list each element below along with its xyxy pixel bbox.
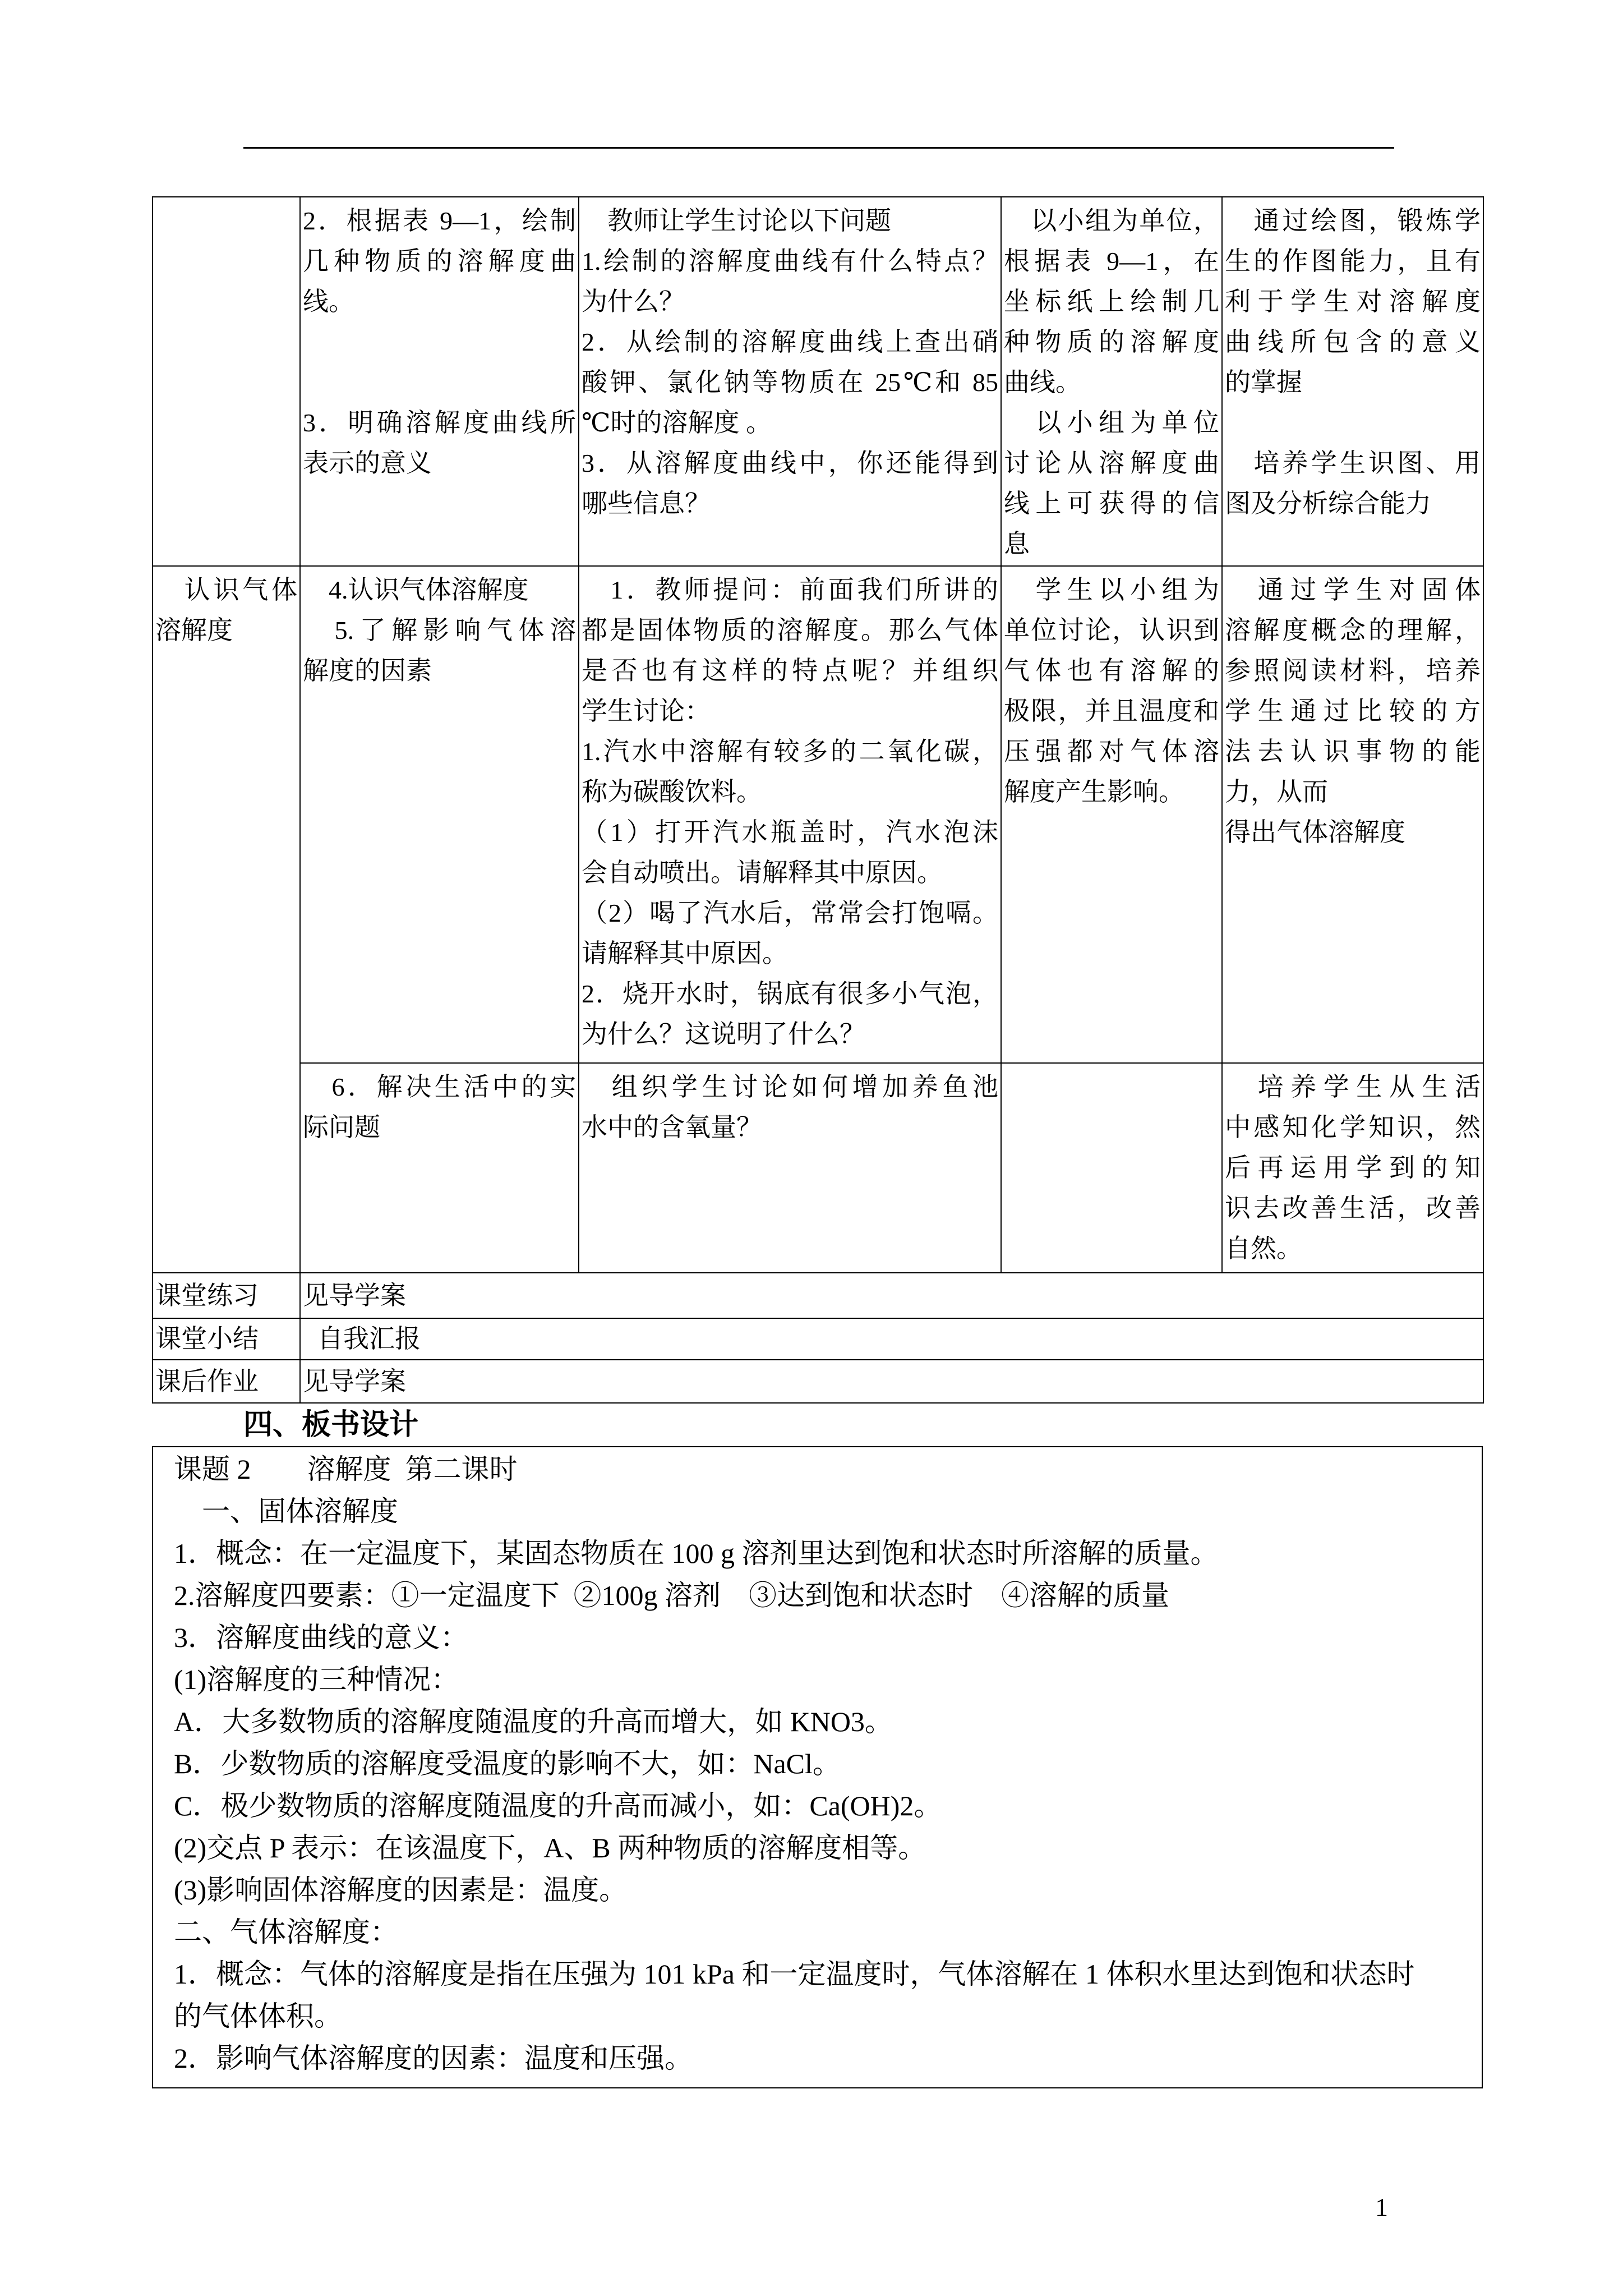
cell-text-line: 几种物质的溶解度曲 [303, 247, 576, 275]
student-activity-cell-1 [1001, 197, 1222, 566]
cell-text-line: 坐标纸上绘制几 [1004, 287, 1219, 316]
student-activity-cell-2 [1001, 566, 1222, 1063]
cell-text-line: 2．根据表 9—1，绘制 [303, 206, 576, 235]
cell-text-line: 溶解度 [155, 616, 233, 645]
cell-text-line: 际问题 [303, 1113, 380, 1142]
cell-text-line: 2．烧开水时，锅底有很多小气泡， [582, 979, 998, 1008]
homework-label: 课后作业 [153, 1360, 300, 1403]
cell-text-line: 是否也有这样的特点呢？并组织 [582, 656, 998, 685]
cell-text-line: 后再运用学到的知 [1225, 1153, 1481, 1182]
cell-paragraph [303, 201, 576, 322]
cell-text-line: 以小组为单位， [1004, 206, 1219, 235]
cell-text-line: 都是固体物质的溶解度。那么气体 [582, 616, 998, 645]
cell-text-line: 生的作图能力，且有 [1225, 247, 1481, 275]
cell-text-line: 线上可获得的信 [1004, 489, 1219, 518]
cell-text-line: 培养学生从生活 [1225, 1073, 1481, 1101]
design-intent-cell-1 [1222, 197, 1483, 566]
table-row [153, 566, 1483, 1063]
table-row [153, 1063, 1483, 1273]
cell-paragraph [303, 1067, 576, 1148]
cell-paragraph [582, 443, 998, 524]
cell-text-line: 1.绘制的溶解度曲线有什么特点？ [582, 247, 998, 275]
cell-text-line: 识去改善生活，改善 [1225, 1194, 1481, 1222]
cell-text-line: 2．从绘制的溶解度曲线上查出硝 [582, 328, 998, 356]
cell-text-line: 溶解度概念的理解， [1225, 616, 1481, 645]
cell-paragraph [1225, 443, 1481, 524]
cell-text-line: 为什么？ [582, 287, 685, 316]
practice-label: 课堂练习 [153, 1273, 300, 1318]
cell-text-line: 以小组为单位 [1004, 408, 1219, 437]
board-text-line: 2.溶解度四要素：①一定温度下 ②100g 溶剂 ③达到饱和状态时 ④溶解的质量 [174, 1580, 1169, 1611]
cell-text-line: 利于学生对溶解度 [1225, 287, 1481, 316]
table-row [153, 197, 1483, 566]
cell-paragraph [1004, 201, 1219, 403]
cell-text-line: 气体也有溶解的 [1004, 656, 1219, 685]
cell-text-line: 1．教师提问：前面我们所讲的 [582, 576, 998, 604]
cell-paragraph [303, 403, 576, 484]
page-number: 1 [1375, 2193, 1388, 2221]
cell-text-line: 学生以小组为 [1004, 576, 1219, 604]
cell-text-line: 水中的含氧量？ [582, 1113, 762, 1142]
cell-text-line: 称为碳酸饮料。 [582, 777, 762, 806]
cell-paragraph [582, 241, 998, 322]
cell-text-line: 3．明确溶解度曲线所 [303, 408, 576, 437]
board-text-line: 1．概念：在一定温度下，某固态物质在 100 g 溶剂里达到饱和状态时所溶解的质量。 [174, 1538, 1219, 1569]
objective-cell-3 [300, 1063, 579, 1273]
cell-text-line: 参照阅读材料，培养 [1225, 656, 1481, 685]
table-row [153, 1318, 1483, 1360]
cell-paragraph [1225, 812, 1481, 853]
summary-label: 课堂小结 [153, 1318, 300, 1360]
board-text-line: 的气体体积。 [174, 2000, 342, 2032]
cell-text-line: 自然。 [1225, 1234, 1302, 1263]
board-text-line: B．少数物质的溶解度受温度的影响不大，如：NaCl。 [174, 1748, 841, 1779]
cell-paragraph [155, 570, 297, 651]
cell-paragraph [1225, 201, 1481, 403]
cell-text-line: 培养学生识图、用 [1225, 449, 1481, 477]
cell-text-line: 4.认识气体溶解度 [303, 576, 529, 604]
board-text-line: 3．溶解度曲线的意义： [174, 1622, 468, 1653]
student-activity-cell-3 [1001, 1063, 1222, 1273]
stage-cell-2 [153, 566, 300, 1273]
cell-paragraph [582, 322, 998, 443]
summary-value: 自我汇报 [300, 1318, 1483, 1360]
cell-paragraph [1225, 570, 1481, 812]
cell-text-line: ℃时的溶解度 。 [582, 408, 772, 437]
cell-text-line: 中感知化学知识，然 [1225, 1113, 1481, 1142]
cell-text-line: 讨论从溶解度曲 [1004, 449, 1219, 477]
board-text-line: 二、气体溶解度： [174, 1916, 398, 1948]
cell-paragraph [1004, 570, 1219, 812]
board-text-line: 课题 2 溶解度 第二课时 [174, 1453, 518, 1485]
board-design-box [152, 1446, 1483, 2088]
cell-text-line: 哪些信息？ [582, 489, 711, 518]
cell-text-line: 1.汽水中溶解有较多的二氧化碳， [582, 737, 998, 766]
cell-paragraph [582, 974, 998, 1055]
cell-paragraph [1225, 1067, 1481, 1269]
cell-paragraph [582, 893, 998, 974]
cell-paragraph [582, 731, 998, 812]
cell-text-line: 单位讨论，认识到 [1004, 616, 1219, 645]
cell-text-line: 教师让学生讨论以下问题 [582, 206, 891, 235]
cell-text-line: 法去认识事物的能 [1225, 737, 1481, 766]
cell-text-line: 得出气体溶解度 [1225, 818, 1405, 846]
board-design-heading: 四、板书设计 [243, 1409, 419, 1441]
teacher-activity-cell-1 [579, 197, 1001, 566]
cell-text-line: 酸钾、氯化钠等物质在 25℃和 85 [582, 368, 998, 397]
cell-text-line: 图及分析综合能力 [1225, 489, 1431, 518]
cell-text-line: 为什么？这说明了什么？ [582, 1020, 865, 1048]
cell-text-line: 请解释其中原因。 [582, 939, 788, 968]
design-intent-cell-3 [1222, 1063, 1483, 1273]
board-text-line: 2．影响气体溶解度的因素：温度和压强。 [174, 2042, 693, 2074]
cell-paragraph [582, 812, 998, 893]
cell-paragraph [303, 610, 576, 691]
cell-text-line: 学生讨论： [582, 697, 711, 725]
cell-text-line: 通过学生对固体 [1225, 576, 1481, 604]
practice-value: 见导学案 [300, 1273, 1483, 1318]
cell-text-line: 力，从而 [1225, 777, 1328, 806]
cell-text-line: 3．从溶解度曲线中，你还能得到 [582, 449, 998, 477]
teacher-activity-cell-3 [579, 1063, 1001, 1273]
cell-text-line: 根据表 9—1，在 [1004, 247, 1219, 275]
cell-text-line: 极限，并且温度和 [1004, 697, 1219, 725]
cell-text-line: 6．解决生活中的实 [303, 1073, 576, 1101]
cell-text-line: 组织学生讨论如何增加养鱼池 [582, 1073, 998, 1101]
cell-paragraph [303, 570, 576, 610]
cell-text-line: 息 [1004, 530, 1030, 558]
board-text-line: 一、固体溶解度 [174, 1496, 398, 1527]
cell-text-line: 线。 [303, 287, 354, 316]
objective-cell-1 [300, 197, 579, 566]
cell-text-line: 5.了解影响气体溶 [303, 616, 576, 645]
homework-value: 见导学案 [300, 1360, 1483, 1403]
cell-text-line: 曲线所包含的意义 [1225, 328, 1481, 356]
cell-text-line: 表示的意义 [303, 449, 432, 477]
cell-text-line: 的掌握 [1225, 368, 1302, 397]
cell-text-line: 种物质的溶解度 [1004, 328, 1219, 356]
cell-text-line: （2）喝了汽水后，常常会打饱嗝。 [582, 899, 998, 927]
board-text-line: (3)影响固体溶解度的因素是：温度。 [174, 1874, 628, 1906]
table-row [153, 1360, 1483, 1403]
header-rule [243, 147, 1394, 149]
cell-text-line: 认识气体 [155, 576, 297, 604]
cell-text-line: （1）打开汽水瓶盖时，汽水泡沫 [582, 818, 998, 846]
stage-cell-1 [153, 197, 300, 566]
cell-text-line: 曲线。 [1004, 368, 1081, 397]
cell-text-line: 解度产生影响。 [1004, 777, 1184, 806]
cell-paragraph [582, 570, 998, 731]
board-text-line: 1．概念：气体的溶解度是指在压强为 101 kPa 和一定温度时，气体溶解在 1 体积水里达到饱和状态时 [174, 1958, 1415, 1990]
table-row [153, 1273, 1483, 1318]
cell-paragraph [582, 1067, 998, 1148]
cell-text-line: 通过绘图，锻炼学 [1225, 206, 1481, 235]
board-text-line: (1)溶解度的三种情况： [174, 1664, 459, 1695]
cell-text-line: 解度的因素 [303, 656, 432, 685]
design-intent-cell-2 [1222, 566, 1483, 1063]
cell-paragraph [1004, 403, 1219, 564]
teacher-activity-cell-2 [579, 566, 1001, 1063]
board-text-line: A．大多数物质的溶解度随温度的升高而增大，如 KNO3。 [174, 1706, 893, 1737]
cell-text-line: 学生通过比较的方 [1225, 697, 1481, 725]
cell-paragraph [582, 201, 998, 241]
board-text-line: C．极少数物质的溶解度随温度的升高而减小，如：Ca(OH)2。 [174, 1790, 942, 1821]
cell-text-line: 压强都对气体溶 [1004, 737, 1219, 766]
lesson-plan-table [152, 196, 1484, 1404]
cell-text-line: 会自动喷出。请解释其中原因。 [582, 858, 943, 887]
objective-cell-2 [300, 566, 579, 1063]
board-text-line: (2)交点 P 表示：在该温度下，A、B 两种物质的溶解度相等。 [174, 1832, 926, 1864]
